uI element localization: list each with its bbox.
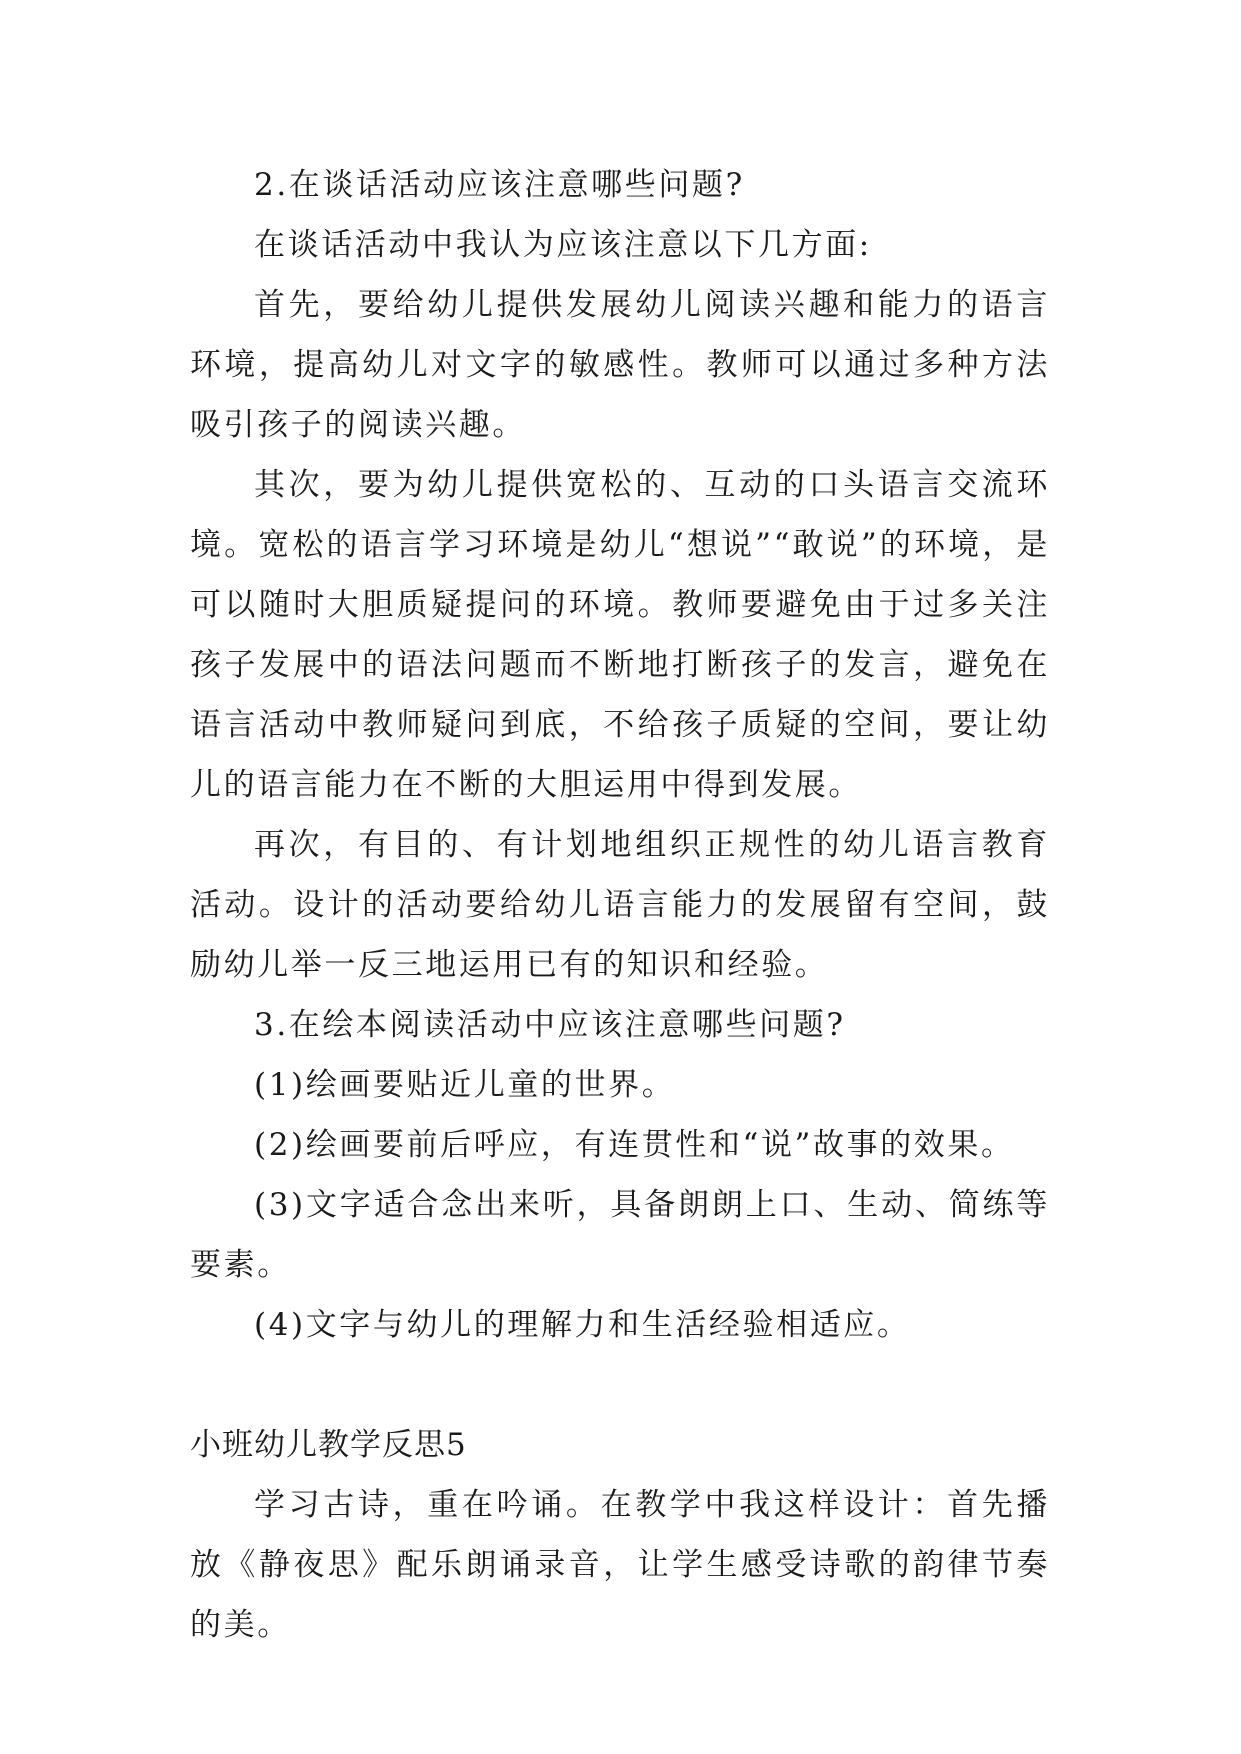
paragraph-first: 首先，要给幼儿提供发展幼儿阅读兴趣和能力的语言环境，提高幼儿对文字的敏感性。教师可以通过多种方法吸引孩子的阅读兴趣。 (190, 287, 1050, 443)
list-item-3: (3)文字适合念出来听，具备朗朗上口、生动、简练等要素。 (190, 1187, 1050, 1283)
paragraph-second: 其次，要为幼儿提供宽松的、互动的口头语言交流环境。宽松的语言学习环境是幼儿“想说”“敢说”的环境，是可以随时大胆质疑提问的环境。教师要避免由于过多关注孩子发展中的语法问题而不断地打断孩子的发言，避免在语言活动中教师疑问到底，不给孩子质疑的空间，要让幼儿的语言能力在不断的大胆运用中得到发展。 (190, 467, 1050, 803)
list-item-4: (4)文字与幼儿的理解力和生活经验相适应。 (254, 1307, 911, 1343)
paragraph-question-3: 3.在绘本阅读活动中应该注意哪些问题? (254, 1007, 846, 1043)
document-page (190, 155, 1050, 1655)
section-title: 小班幼儿教学反思5 (190, 1427, 467, 1463)
list-item-1: (1)绘画要贴近儿童的世界。 (254, 1067, 676, 1103)
list-item-2: (2)绘画要前后呼应，有连贯性和“说”故事的效果。 (254, 1127, 1015, 1163)
paragraph-third: 再次，有目的、有计划地组织正规性的幼儿语言教育活动。设计的活动要给幼儿语言能力的发展留有空间，鼓励幼儿举一反三地运用已有的知识和经验。 (190, 827, 1050, 983)
section-paragraph: 学习古诗，重在吟诵。在教学中我这样设计：首先播放《静夜思》配乐朗诵录音，让学生感受诗歌的韵律节奏的美。 (190, 1487, 1050, 1643)
paragraph-question-2: 2.在谈话活动应该注意哪些问题? (254, 167, 745, 203)
paragraph-intro: 在谈话活动中我认为应该注意以下几方面: (254, 227, 872, 263)
